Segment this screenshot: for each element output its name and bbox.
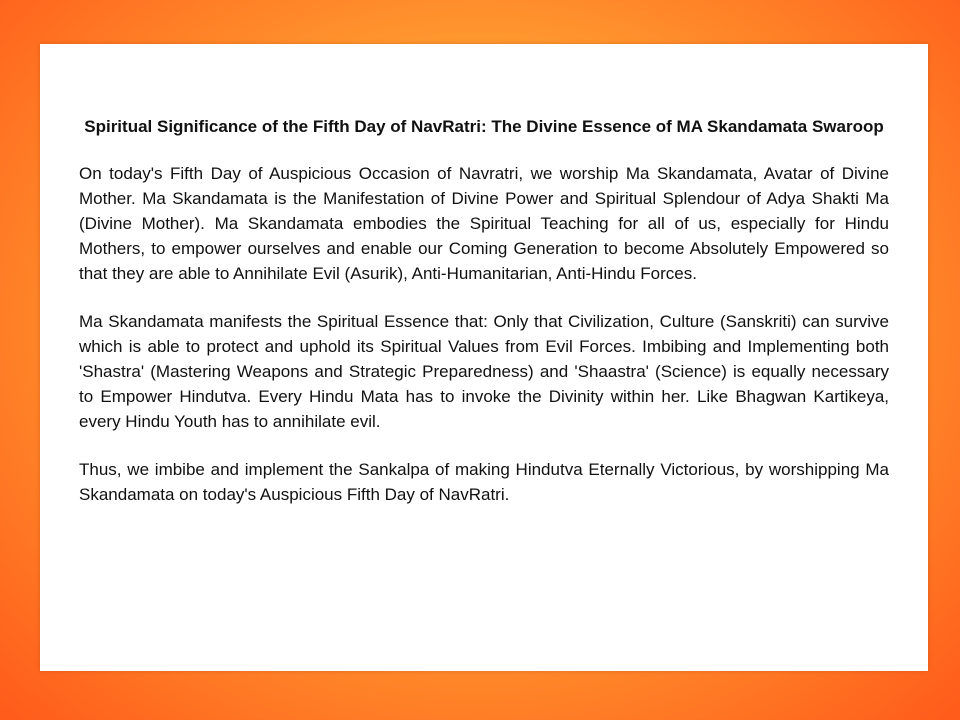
paragraph-3: Thus, we imbibe and implement the Sankalpa of making Hindutva Eternally Victorious, by worshipping Ma Skandamata on today's Auspicious Fifth Day of NavRatri. <box>79 460 889 504</box>
document-title: Spiritual Significance of the Fifth Day of NavRatri: The Divine Essence of MA Skandamata Swaroop <box>84 117 884 136</box>
document-body <box>79 114 889 530</box>
paragraph-2: Ma Skandamata manifests the Spiritual Essence that: Only that Civilization, Culture (Sanskriti) can survive which is able to protect and uphold its Spiritual Values from Evil Forces. Imbibing and Implementing both 'Shastra' (Mastering Weapons and Strategic Preparedness) and 'Shaastra' (Science) is equally necessary to Empower Hindutva. Every Hindu Mata has to invoke the Divinity within her. Like Bhagwan Kartikeya, every Hindu Youth has to annihilate evil. <box>79 312 889 431</box>
paragraph-1: On today's Fifth Day of Auspicious Occasion of Navratri, we worship Ma Skandamata, Avatar of Divine Mother. Ma Skandamata is the Manifestation of Divine Power and Spiritual Splendour of Adya Shakti Ma (Divine Mother). Ma Skandamata embodies the Spiritual Teaching for all of us, especially for Hindu Mothers, to empower ourselves and enable our Coming Generation to become Absolutely Empowered so that they are able to Annihilate Evil (Asurik), Anti-Humanitarian, Anti-Hindu Forces. <box>79 164 889 283</box>
content-card <box>40 44 928 671</box>
